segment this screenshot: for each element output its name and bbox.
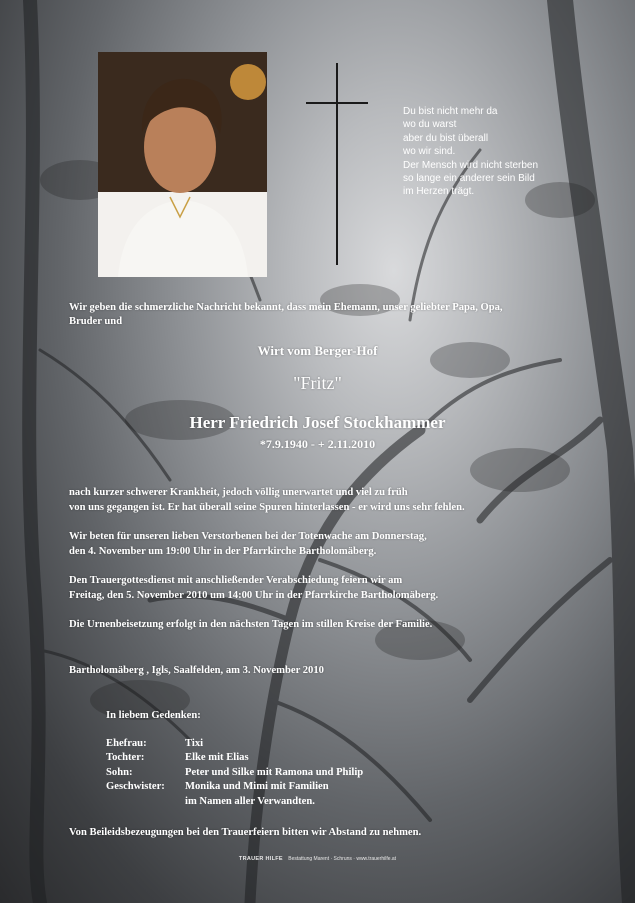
life-dates: *7.9.1940 - + 2.11.2010 xyxy=(259,437,376,451)
poem-line: wo wir sind. xyxy=(403,146,456,158)
portrait-photo xyxy=(98,52,267,277)
family-value-son: Peter und Silke mit Ramona und Philip xyxy=(185,767,364,778)
paragraph-line: Die Urnenbeisetzung erfolgt in den nächsten Tagen im stillen Kreise der Familie. xyxy=(69,619,433,630)
poem-line: Du bist nicht mehr da xyxy=(403,106,498,117)
family-value-daughter: Elke mit Elias xyxy=(185,752,249,763)
footer xyxy=(0,856,635,862)
cross-vertical-bar xyxy=(336,63,338,265)
closing-note: Von Beileidsbezeugungen bei den Trauerfeiern bitten wir Abstand zu nehmen. xyxy=(69,827,422,838)
place-and-date: Bartholomäberg , Igls, Saalfelden, am 3. November 2010 xyxy=(69,665,324,676)
footer-brand: TRAUER HILFE xyxy=(238,856,283,862)
family-label-daughter: Tochter: xyxy=(106,752,145,763)
paragraph-line: Wir beten für unseren lieben Verstorbenen bei der Totenwache am Donnerstag, xyxy=(69,531,427,542)
memory-heading: In liebem Gedenken: xyxy=(106,710,201,721)
poem-line: wo du warst xyxy=(403,119,457,131)
deceased-title: Wirt vom Berger-Hof xyxy=(257,343,378,358)
paragraph-line: nach kurzer schwerer Krankheit, jedoch völlig unerwartet und viel zu früh xyxy=(69,487,408,498)
deceased-nickname: "Fritz" xyxy=(293,373,342,393)
family-label-wife: Ehefrau: xyxy=(106,738,147,749)
intro-text-line: Wir geben die schmerzliche Nachricht bekannt, dass mein Ehemann, unser geliebter Papa, Opa, xyxy=(69,302,503,313)
paragraph-line: von uns gegangen ist. Er hat überall seine Spuren hinterlassen - er wird uns sehr fehlen. xyxy=(69,502,465,513)
paragraph-line: den 4. November um 19:00 Uhr in der Pfarrkirche Bartholomäberg. xyxy=(69,546,377,557)
family-value-siblings: Monika und Mimi mit Familien xyxy=(185,781,329,792)
poem-line: Der Mensch wird nicht sterben xyxy=(403,159,539,171)
poem-line: so lange ein anderer sein Bild xyxy=(403,173,535,185)
deceased-full-name: Herr Friedrich Josef Stockhammer xyxy=(189,413,446,432)
footer-text: Bestattung Marent · Schruns · www.trauerhilfe.at xyxy=(288,856,397,862)
paragraph-line: Freitag, den 5. November 2010 um 14:00 Uhr in der Pfarrkirche Bartholomäberg. xyxy=(69,590,439,601)
poem-line: im Herzen trägt. xyxy=(403,186,475,198)
family-label-siblings: Geschwister: xyxy=(106,781,165,792)
family-value-relatives: im Namen aller Verwandten. xyxy=(185,796,315,807)
cross-horizontal-bar xyxy=(306,102,368,104)
family-label-son: Sohn: xyxy=(106,767,133,778)
intro-text-line: Bruder und xyxy=(69,316,123,327)
family-value-wife: Tixi xyxy=(185,738,204,749)
poem-line: aber du bist überall xyxy=(403,132,489,144)
memorial-poem xyxy=(403,105,593,199)
paragraph-line: Den Trauergottesdienst mit anschließender Verabschiedung feiern wir am xyxy=(69,575,403,586)
